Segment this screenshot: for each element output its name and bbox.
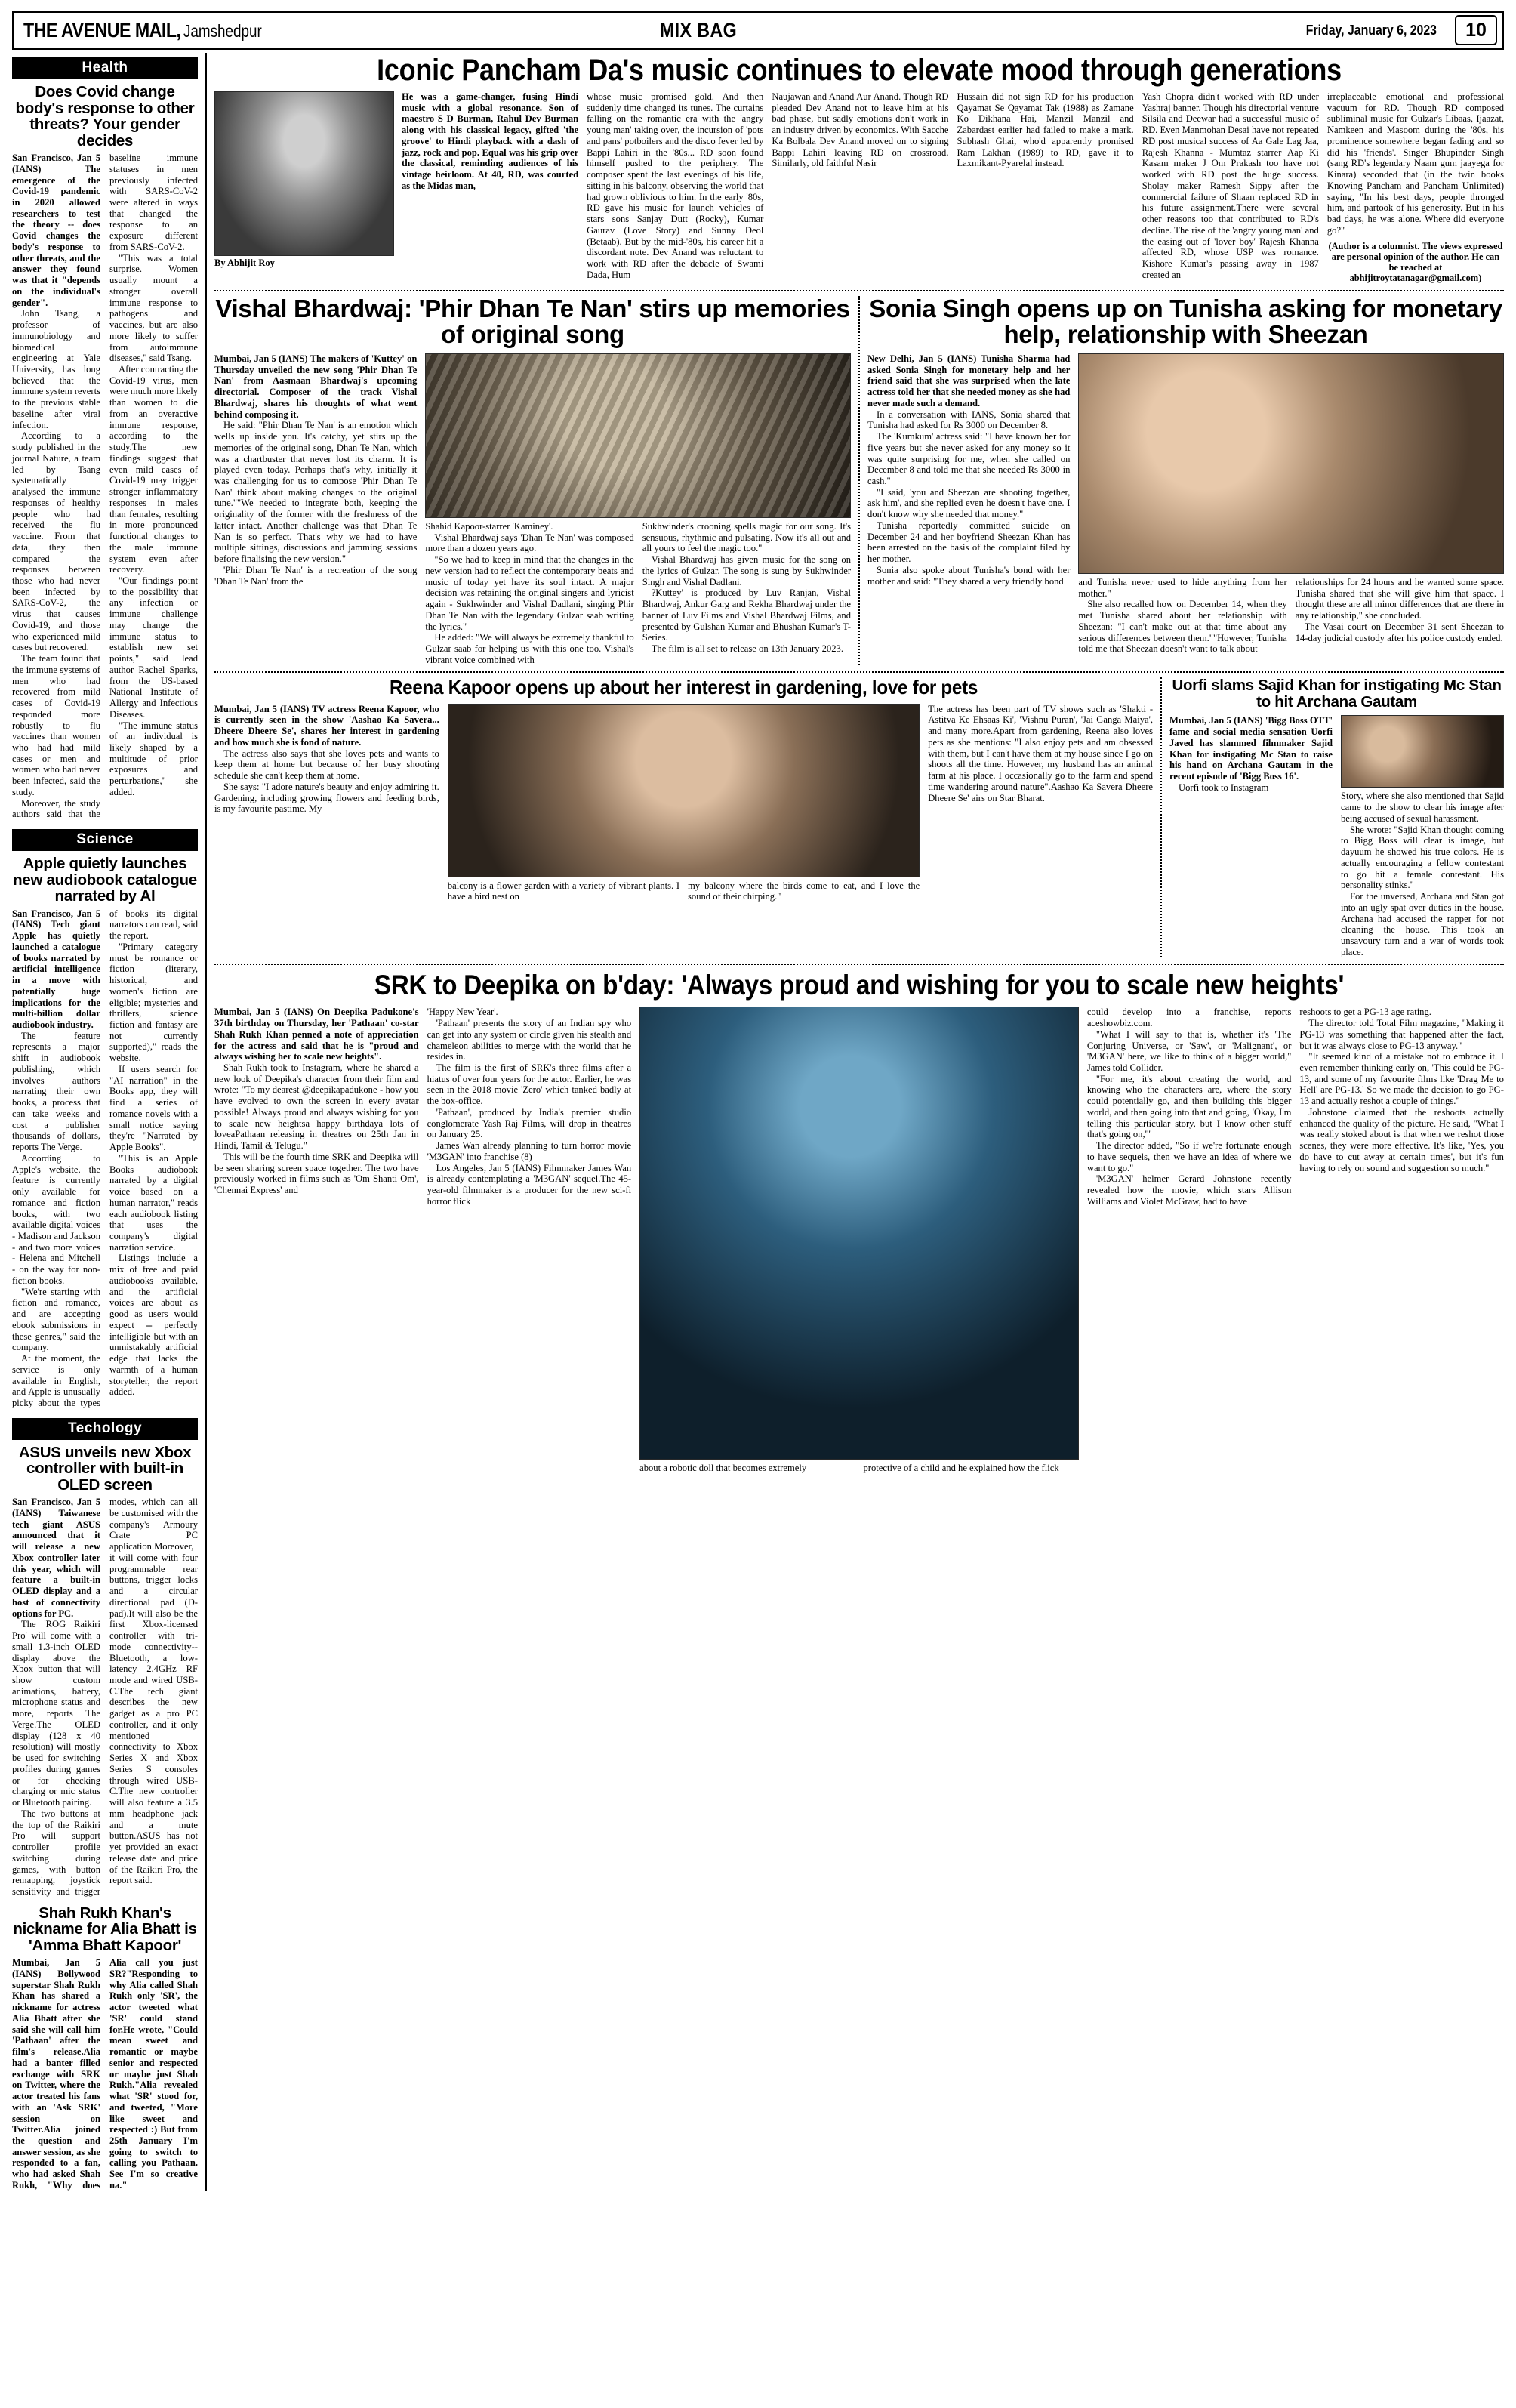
health-body: [12, 153, 198, 820]
vishal-col-1: [214, 353, 417, 666]
paragraph: "Our findings point to the possibility that any infection or immune challenge may change the immune status to establish new set points," said lead author Rachel Sparks, from the US-based National Institute of Allergy and Infectious Diseases.: [109, 575, 198, 720]
paragraph: Naujawan and Anand Aur Anand. Though RD pleaded Dev Anand not to leave him at his bad phase, but sadly emotions don't work in an industry driven by economics. With Sacche Ka Bolbala Dev Anand moved on to signing Bappi Lahiri leaving RD on crossroad. Similarly, old faithful Nasir: [772, 91, 949, 169]
paragraph: "For me, it's about creating the world, and knowing who the characters are, where the story could potentially go, and then building this bigger world, and then going into that and going, 'Okay, I'm telling this particular story, but I know other stuff that's going on,'": [1086, 1073, 1292, 1140]
paragraph: Johnstone claimed that the reshoots actually enhanced the quality of the picture. He said, "What I was really stoked about is that when we reshot those scenes, they were more effective. It's like, 'Yes, you do have to cut away at certain times', but it's fun having to rely on sound and suggestion so much.": [1299, 1106, 1504, 1173]
reena-col-1: [214, 704, 439, 902]
paragraph: "This is an Apple Books audiobook narrated by a digital voice based on a human narrator," reads each audiobook listing that uses the company's digital narration service.: [109, 1152, 198, 1253]
deepika-pathaan-photo: [639, 1007, 1079, 1460]
right-zone: [205, 53, 1504, 2191]
lead-col-4: [957, 91, 1134, 284]
reena-col-3: [688, 880, 920, 902]
paragraph: "It seemed kind of a mistake not to embrace it. I even remember thinking early on, 'This could be PG-13, and some of my favourite films like 'Drag Me to Hell' are PG-13.' So we made the decision to go PG-13 and actually reshot a couple of things.": [1299, 1051, 1504, 1107]
paragraph: For the unversed, Archana and Stan got into an ugly spat over duties in the house. Archana had accused the rapper for not cleaning the house. This took an unsavoury turn and a war of words took place.: [1341, 891, 1504, 957]
reena-col-2: [448, 880, 679, 902]
paragraph: According to Apple's website, the feature is currently only available for romance and fiction books, with two available digital voices - Madison and Jackson - and two more voices - Helena and Mitchell - on the way for non-fiction books.: [12, 1152, 100, 1286]
lead-photo-block: [214, 91, 394, 284]
author-note: (Author is a columnist. The views expressed are personal opinion of the author. He can be reached at abhijitroytatanagar@gmail.com): [1328, 240, 1503, 284]
left-column: [12, 53, 205, 2191]
paragraph: San Francisco, Jan 5 (IANS) The emergence of the Covid-19 pandemic in 2020 allowed researchers to test the theory -- does Covid changes the body's response to other threats, and the answer they found was that it "depends on the individual's gender".: [12, 153, 100, 308]
srk-article: [214, 965, 1504, 1474]
science-body: [12, 908, 198, 1409]
paragraph: In a conversation with IANS, Sonia shared that Tunisha had asked for Rs 3000 on December 8.: [867, 409, 1071, 431]
sonia-center: [1078, 353, 1504, 655]
reena-headline: Reena Kapoor opens up about her interest in gardening, love for pets: [389, 676, 978, 699]
reena-article: [214, 677, 1160, 957]
paragraph: "This was a total surprise. Women usually mount a stronger overall immune response to pathogens and vaccines, but are also more likely to suffer from autoimmune diseases," said Tsang.: [109, 252, 198, 364]
masthead-brand: [23, 19, 279, 42]
paragraph: and Tunisha never used to hide anything from her mother.": [1078, 576, 1287, 599]
section-band-health: Health: [12, 57, 198, 79]
lead-headline: Iconic Pancham Da's music continues to elevate mood through generations: [377, 54, 1342, 87]
srk-col-1: [214, 1007, 419, 1474]
paragraph: reshoots to get a PG-13 age rating.: [1299, 1007, 1431, 1018]
srk-col-5: [1087, 1007, 1292, 1474]
paragraph: The two buttons at the top of the Raikiri Pro will support controller profile switching during games, with button remapping, joystick sensitivity and trigger modes, which can all be customised with the company's Armoury Crate PC application.Moreover, it will come with four programmable rear buttons, trigger locks and a circular directional pad (D-pad).It will also be the first Xbox-licensed controller with tri-mode connectivity-- Bluetooth, a low-latency 2.4GHz RF mode and wired USB-C.The tech giant describes the new gadget as a pro PC controller, and it only mentioned connectivity to Xbox Series X and Xbox Series S consoles through wired USB-C.The new controller will also feature a 3.5 mm headphone jack and a mute button.ASUS has not yet provided an exact release date and price of the Raikiri Pro, the report said.: [12, 1497, 198, 1897]
page-content: [12, 53, 1504, 2191]
paragraph: 'Pathaan', produced by India's premier studio conglomerate Yash Raj Films, will drop in theatres on January 25.: [427, 1106, 632, 1140]
srk-col-3: [639, 1463, 855, 1474]
newspaper-city: Jamshedpur: [183, 20, 263, 41]
paragraph: 'Happy New Year'.: [427, 1007, 498, 1018]
srk-headline: SRK to Deepika on b'day: 'Always proud and wishing for you to scale new heights': [374, 970, 1345, 1001]
paragraph: Vishal Bhardwaj says 'Dhan Te Nan' was composed more than a dozen years ago.: [425, 532, 634, 554]
paragraph: "The immune status of an individual is likely shaped by a multitude of prior exposures and perturbations," she added.: [109, 720, 198, 797]
reena-center: [448, 704, 920, 902]
paragraph: She also recalled how on December 14, when they met Tunisha shared about her relationship with Sheezan: "I can't make out at that time about any serious differences between them.""However, Tunisha told me that Sheezan doesn't want to talk about: [1078, 599, 1287, 655]
paragraph: The 'Kumkum' actress said: "I have known her for five years but she never asked for any money so it was quite surprising for me, when she called on December 8 and told me that she needed Rs 3000 in cash.": [867, 431, 1071, 486]
paragraph: The film is the first of SRK's three films after a hiatus of over four years for the actor. Earlier, he was seen in the 2018 movie 'Zero' which tanked badly at the box-office.: [427, 1062, 632, 1107]
paragraph: The actress has been part of TV shows such as 'Shakti - Astitva Ke Ehsaas Ki', 'Vishnu Puran', 'Jai Ganga Maiya', and many more.Apart from gardening, Reena also loves pets as she mentions: "I also enjoy pets and am obsessed with them, but I can't have them at my house since I go on shoots all the time. However, my husband has an animal farm at his place. I occasionally go to the farm and spend time wandering around nature".Aashao Ka Savera Dheere Dheere Se' airs on Star Bharat.: [928, 703, 1154, 803]
science-headline: Apple quietly launches new audiobook catalogue narrated by AI: [13, 855, 197, 905]
paragraph: Story, where she also mentioned that Sajid came to the show to clear his image after being accused of sexual harassment.: [1341, 791, 1504, 824]
srk-nickname-body: [12, 1957, 198, 2191]
paragraph: Mumbai, Jan 5 (IANS) The makers of 'Kuttey' on Thursday unveiled the new song 'Phir Dhan Te Nan' from Aasmaan Bhardwaj's upcoming directorial. Composer of the track Vishal Bhardwaj, shares his thoughts of what went behind composing it.: [214, 353, 418, 420]
paragraph: New Delhi, Jan 5 (IANS) Tunisha Sharma had asked Sonia Singh for monetary help and her friend said that she was surprised when the late actress told her that she needed money as she had never made such a demand.: [867, 353, 1071, 409]
paragraph: Tunisha reportedly committed suicide on December 24 and her boyfriend Sheezan Khan has been arrested on the basis of the complaint filed by her mother.: [867, 520, 1071, 565]
lead-text-block: [402, 91, 1504, 284]
lead-col-2: [587, 91, 763, 284]
paragraph: could develop into a franchise, reports aceshowbiz.com.: [1086, 1007, 1292, 1029]
paragraph: Shahid Kapoor-starrer 'Kaminey'.: [425, 520, 553, 532]
srk-col-2: [427, 1007, 632, 1474]
lead-col-1: [402, 91, 578, 284]
srk-center: [639, 1007, 1079, 1474]
paragraph: He said: "Phir Dhan Te Nan' is an emotion which wells up inside you. It's catchy, yet stirs up the memories of the original song, Dhan Te Nan, which was a chartbuster that never lost its charm. It is played even today. Perhaps that's why, initially it was challenging for us to compose 'Phir Dhan Te Nan' think about making changes to the original tune.""We needed to integrate both, keeping the originality of the former with the freshness of the latter intact. Another challenge was that Dhan Te Nan is so perfect. That's why we had to have multiple sittings, discussions and jamming sessions before finalising the new version.": [214, 420, 418, 565]
paragraph: The team found that the immune systems of men who had recovered from mild cases of Covid-19 responded more robustly to flu vaccines than women who had had mild cases or men and women who had never been infected, said the study.: [12, 653, 100, 797]
paragraph: John Tsang, a professor of immunobiology and biomedical engineering at Yale University, has long believed that the immune system reverts to the previous stable baseline after viral infection.: [12, 308, 100, 430]
paragraph: According to a study published in the journal Nature, a team led by Tsang systematically analysed the immune responses of healthy people who had received the flu vaccine. From that data, they then compared the responses between those who had never been infected by SARS-CoV-2, the virus that causes Covid-19, and those who experienced mild cases but recovered.: [12, 430, 100, 653]
uorfi-right: [1341, 715, 1504, 957]
rd-burman-photo: [214, 91, 394, 256]
lead-story: [214, 91, 1504, 284]
paragraph: James Wan already planning to turn horror movie 'M3GAN' into franchise (8): [427, 1140, 632, 1162]
paragraph: my balcony where the birds come to eat, and I love the sound of their chirping.": [688, 880, 920, 902]
paragraph: Hussain did not sign RD for his production Qayamat Se Qayamat Tak (1988) as Zamane Ko Dikhana Hai, Manzil Manzil and Zabardast earlier had failed to make a mark. Subhash Ghai, who'd apparently promised Ram Lakhan (1989) to RD, gave it to Laxmikant-Pyarelal instead.: [957, 91, 1134, 169]
uorfi-col-2: [1341, 788, 1504, 957]
paragraph: irreplaceable emotional and professional vacuum for RD. Though RD composed subliminal music for Gulzar's Libaas, Ijaazat, Namkeen and Masoom during the '80s, his prominence somewhere began fading and so did his 'friends'. Singer Bhupinder Singh (sang RD's legendary Naam gum jaayega for Kinara) seconded that (in the twin books Knowing Pancham and Pancham Unlimited) saying, "In his best days, people thronged him, and partook of his generosity. But in his bad days, he was alone. Where did everyone go?": [1326, 91, 1505, 236]
paragraph: San Francisco, Jan 5 (IANS) Taiwanese tech giant ASUS announced that it will release a new Xbox controller later this year, which will feature a built-in OLED display and a host of connectivity options for PC.: [12, 1497, 100, 1619]
page-number: 10: [1455, 15, 1497, 45]
section-band-technology: Techology: [12, 1418, 198, 1440]
uorfi-sajid-photo: [1341, 715, 1504, 788]
paragraph: She wrote: "Sajid Khan thought coming to Bigg Boss will clear is image, but dayuum he showed his true colors. He is actually encouraging a fellow contestant to go hit a female contestant. His personality stinks.": [1341, 824, 1504, 891]
issue-date-text: January 6, 2023: [1344, 22, 1437, 38]
paragraph: "Primary category must be romance or fiction (literary, historical, and women's fiction are eligible; mysteries and thrillers, science fiction and fantasy are not currently supported)," reads the website.: [109, 941, 198, 1064]
paragraph: The film is all set to release on 13th January 2023.: [651, 643, 843, 654]
sonia-col-2: [1078, 577, 1286, 655]
srk-col-6: [1299, 1007, 1504, 1474]
paragraph: This will be the fourth time SRK and Deepika will be seen sharing screen space together. The two have previously worked in films such as 'Om Shanti Om', 'Chennai Express' and: [214, 1151, 419, 1196]
paragraph: The director told Total Film magazine, "Making it PG-13 was something that happened after the fact, but it was always close to PG-13 anyway.": [1299, 1018, 1504, 1051]
newspaper-title: THE AVENUE MAIL,: [23, 18, 181, 42]
lead-col-5: [1142, 91, 1319, 284]
paragraph: If users search for "AI narration" in the Books app, they will find a series of romance novels with a small notice saying they're "Narrated by Apple Books".: [109, 1063, 198, 1153]
paragraph: Los Angeles, Jan 5 (IANS) Filmmaker James Wan is already contemplating a 'M3GAN' sequel.The 45-year-old filmmaker is a producer for the new sci-fi horror flick: [427, 1162, 632, 1207]
paragraph: Moreover, the study authors said that the baseline immune statuses in men previously infected with SARS-CoV-2 were altered in ways that changed the response to an exposure different from SARS-CoV-2.: [12, 153, 198, 820]
paragraph: Mumbai, Jan 5 (IANS) 'Bigg Boss OTT' fame and social media sensation Uorfi Javed has slammed filmmaker Sajid Khan for instigating Mc Stan to raise his hand on Archana Gautam in the recent episode of 'Bigg Boss 16'.: [1169, 715, 1333, 782]
paragraph: The 'ROG Raikiri Pro' will come with a small 1.3-inch OLED display above the Xbox button that will show custom animations, battery, microphone status and more, reports The Verge.The OLED display (128 x 40 resolution) will mostly be used for switching profiles during games or for checking charging or mic status or Bluetooth pairing.: [12, 1619, 100, 1808]
paragraph: She says: "I adore nature's beauty and enjoy admiring it. Gardening, including growing flowers and feeding birds, is my favourite pastime. My: [214, 781, 439, 815]
reena-uorfi-row: [214, 673, 1504, 957]
uorfi-col-1: [1169, 715, 1333, 957]
lead-col-6: [1327, 91, 1504, 284]
sonia-col-1: [867, 353, 1070, 655]
paragraph: At the moment, the service is only available in English, and Apple is unusually picky about the types of books its digital narrators can read, said the report.: [12, 908, 198, 1408]
paragraph: Mumbai, Jan 5 (IANS) Bollywood superstar Shah Rukh Khan has shared a nickname for actress Alia Bhatt after she said she will call him 'Pathaan' after the film's release.Alia had a banter filled exchange with SRK on Twitter, where the actor treated his fans with an 'Ask SRK' session on Twitter.Alia joined the question and answer session, as she responded to a fan, who had asked Shah Rukh, "Why does Alia call you just SR?"Responding to why Alia called Shah Rukh only 'SR', the actor tweeted what 'SR' could stand for.He wrote, "Could mean sweet and romantic or maybe senior and respected or maybe just Shah Rukh."Alia revealed what 'SR' stood for, and tweeted, "More like sweet and respected :) But from 25th January I'm going to switch to calling you Pathaan. See I'm so creative na.": [12, 1957, 198, 2191]
sonia-col-3: [1296, 577, 1504, 655]
lead-col-3: [772, 91, 948, 284]
paragraph: The Vasai court on December 31 sent Sheezan to 14-day judicial custody after his police custody ended.: [1295, 621, 1505, 643]
vishal-col-3: [642, 521, 851, 666]
paragraph: about a robotic doll that becomes extremely: [639, 1463, 807, 1474]
health-headline: Does Covid change body's response to other threats? Your gender decides: [15, 83, 195, 150]
technology-headline: ASUS unveils new Xbox controller with built-in OLED screen: [18, 1443, 192, 1494]
paragraph: San Francisco, Jan 5 (IANS) Tech giant Apple has quietly launched a catalogue of books narrated by artificial intelligence in a move with potentially huge implications for the multi-billion dollar audiobook industry.: [12, 908, 100, 1031]
section-band-science: Science: [12, 829, 198, 851]
sonia-headline: Sonia Singh opens up on Tunisha asking for monetary help, relationship with Sheezan: [869, 294, 1502, 349]
paragraph: Uorfi took to Instagram: [1179, 782, 1269, 793]
paragraph: Mumbai, Jan 5 (IANS) TV actress Reena Kapoor, who is currently seen in the show 'Aashao Ka Savera... Dheere Dheere Se', shares her interest in gardening and how much she is fond of nature.: [214, 703, 439, 748]
uorfi-article: [1160, 677, 1504, 957]
paragraph: ?Kuttey' is produced by Luv Ranjan, Vishal Bhardwaj, Ankur Garg and Rekha Bhardwaj under the banner of Luv Films and Vishal Bhardwaj Films, and presented by Gulshan Kumar and Bhushan Kumar's T-Series.: [642, 587, 852, 643]
paragraph: He was a game-changer, fusing Hindi music with a global resonance. Son of maestro S D Burman, Rahul Dev Burman along with his classical legacy, gifted 'the groove' to Hindi playback with a dash of jazz, rock and pop. Equal was his grip over the classical, reminding audiences of his vintage heirloom. At 40, RD, was courted as the Midas man,: [402, 91, 579, 191]
lead-byline: By Abhijit Roy: [214, 257, 275, 268]
paragraph: Mumbai, Jan 5 (IANS) On Deepika Padukone's 37th birthday on Thursday, her 'Pathaan' co-star Shah Rukh Khan penned a note of appreciation for the actress and said that he is "proud and always wishing her to scale new heights".: [214, 1007, 419, 1062]
paragraph: The feature represents a major shift in audiobook publishing, which involves authors narrating their own books, a process that can take weeks and cost a publisher thousands of dollars, reports The Verge.: [12, 1030, 100, 1153]
paragraph: 'Phir Dhan Te Nan' is a recreation of the song 'Dhan Te Nan' from the: [214, 564, 418, 587]
masthead: [12, 11, 1504, 50]
paragraph: 'Pathaan' presents the story of an Indian spy who can get into any system or circle given his stealth and chameleon abilities to merge with the world that he resides in.: [427, 1018, 632, 1062]
paragraph: After contracting the Covid-19 virus, men were much more likely than women to die from an overactive immune response, according to the study.The new findings suggest that even mild cases of Covid-19 may trigger stronger inflammatory responses in males than females, resulting in more pronounced functional changes to the male immune system even after recovery.: [109, 364, 198, 575]
paragraph: The director added, "So if we're fortunate enough to have sequels, then we have an idea of where we want to go.": [1086, 1140, 1292, 1173]
paragraph: Sonia also spoke about Tunisha's bond with her mother and said: "They shared a very friendly bond: [867, 564, 1071, 587]
paragraph: Listings include a mix of free and paid audiobooks available, and the artificial voices are about as good as users would expect -- perfectly intelligible but with an unmistakably artificial edge that lacks the warmth of a human storyteller, the report added.: [109, 1253, 198, 1398]
vishal-article: [214, 296, 858, 666]
technology-body: [12, 1497, 198, 1897]
two-up-row: [214, 291, 1504, 666]
paragraph: He added: "We will always be extremely thankful to Gulzar saab for helping us with this one too. Vishal's vibrant voice combined with: [425, 632, 634, 665]
paragraph: protective of a child and he explained how the flick: [863, 1463, 1059, 1474]
reena-col-4: [928, 704, 1153, 902]
vishal-col-2a: [425, 521, 633, 666]
section-name: MIX BAG: [660, 18, 738, 42]
reena-kapoor-photo: [448, 704, 920, 877]
paragraph: whose music promised gold. And then suddenly time changed its tunes. The curtains falling on the romantic era with the 'angry young man' taking over, the incursion of 'pots and pans' potboilers and the disco fever led by Bappi Lahiri in the '80s... RD soon found himself pushed to the periphery. The composer spent the last evenings of his life, sitting in his balcony, observing the world that had grown oblivious to him. In the early '80s, RD gave his music for launch vehicles of stars sons Sanjay Dutt (Rocky), Kumar Gaurav (Love Story) and Sunny Deol (Betaab). But by the mid-'80s, his career hit a discordant note. Dev Anand was reluctant to work with RD after the debacle of Swami Dada, Hum: [587, 91, 764, 280]
tunisha-sonia-photo: [1078, 353, 1504, 574]
sonia-article: [858, 296, 1504, 666]
paragraph: 'M3GAN' helmer Gerard Johnstone recently revealed how the movie, which stars Allison Williams and Violet McGraw, had to have: [1086, 1173, 1292, 1207]
srk-nickname-headline: Shah Rukh Khan's nickname for Alia Bhatt is 'Amma Bhatt Kapoor': [13, 1904, 197, 1954]
paragraph: The actress also says that she loves pets and wants to keep them at home but because of her busy shooting schedule she can't keep them at home.: [214, 748, 439, 782]
paragraph: balcony is a flower garden with a variety of vibrant plants. I have a bird nest on: [447, 880, 680, 902]
srk-col-4: [863, 1463, 1078, 1474]
paragraph: Shah Rukh took to Instagram, where he shared a new look of Deepika's character from their film and wrote: "To my dearest @deepikapadukone - how you have evolved to own the screen in every avatar possible! Always proud and always wishing for you to scale new heightsa happy birthdaya lots of loveaPathaan releasing in theatres on 25th Jan in Hindi, Tamil & Telugu.": [214, 1062, 419, 1152]
kaminey-song-photo: [425, 353, 851, 518]
paragraph: "So we had to keep in mind that the changes in the new version had to reflect the contemporary beats and music of today yet have its soul intact. A major decision was retaining the original singers and lyricist again - Sukhwinder and Vishal Dadlani, singing Phir Dhan Te Nan with the legendary Gulzar saab writing the lyrics.": [425, 554, 634, 632]
paragraph: "We're starting with fiction and romance, and are accepting ebook submissions in these genres," said the company.: [12, 1286, 100, 1353]
vishal-headline: Vishal Bhardwaj: 'Phir Dhan Te Nan' stirs up memories of original song: [215, 294, 850, 349]
issue-date: [1306, 23, 1437, 39]
issue-day: Friday,: [1306, 22, 1345, 38]
paragraph: Sukhwinder's crooning spells magic for our song. It's sensuous, rhythmic and pulsating. Now it's all out and all yours to feel the magic too.": [642, 520, 852, 554]
paragraph: Vishal Bhardwaj has given music for the song on the lyrics of Gulzar. The song is sung by Sukhwinder Singh and Vishal Dadlani.: [642, 554, 852, 587]
paragraph: Yash Chopra didn't worked with RD under Yashraj banner. Though his directorial venture Silsila and Deewar had a successful music of RD. Even Manmohan Desai have not repeated RD post musical success of Aa Gale Lag Jaa, Rajesh Khanna - Mumtaz starrer Aap Ki Kasam maker J Om Prakash too have not worked with RD post the huge success. Sholay maker Ramesh Sippy after the commercial failure of Shaan replaced RD in his future assignment.There were several other reasons too that contributed to RD's decline. The rise of the 'angry young man' and the easing out of 'lover boy' Rajesh Khanna affected RD, whose USP was romance. Kishore Kumar's passing away in 1987 created an: [1142, 91, 1319, 280]
paragraph: relationships for 24 hours and he wanted some space. Tunisha shared that she will give him that space. I thought these are all minor differences that are there in any relationship," she concluded.: [1295, 576, 1505, 621]
uorfi-headline: Uorfi slams Sajid Khan for instigating Mc Stan to hit Archana Gautam: [1172, 677, 1502, 711]
paragraph: "What I will say to that is, whether it's 'The Conjuring Universe, or 'Saw', or 'Malignant', or 'M3GAN' here, we like to think of a bigger world," James told Collider.: [1086, 1028, 1292, 1073]
vishal-center: [425, 353, 851, 666]
paragraph: "I said, 'you and Sheezan are shooting together, ask him', and she replied even he doesn't have one. I don't know why she needed that money.": [867, 486, 1071, 520]
